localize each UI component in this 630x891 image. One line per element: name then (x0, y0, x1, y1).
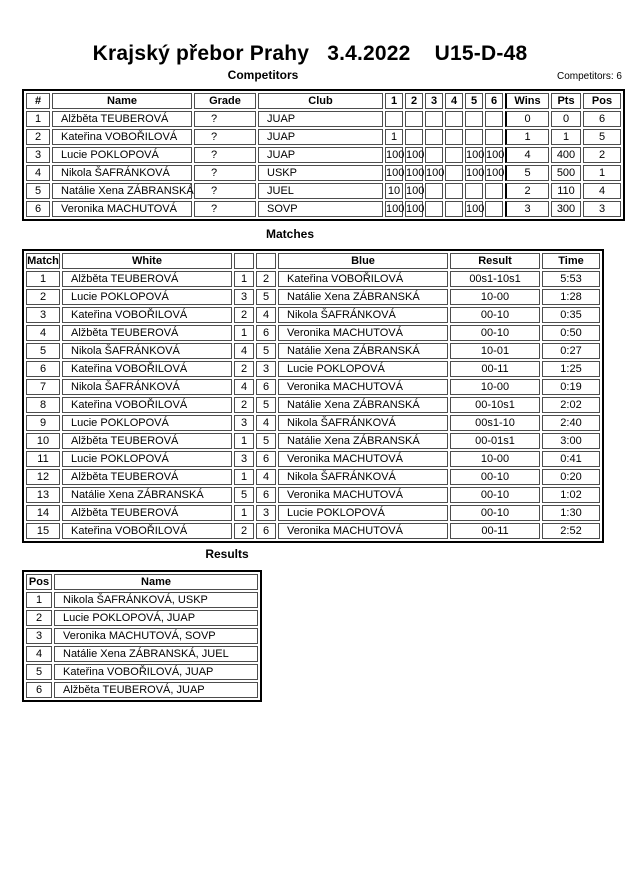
cell-bn: 4 (256, 469, 276, 485)
match-row (26, 415, 600, 431)
cell-wins: 1 (505, 129, 549, 145)
cell-pos: 1 (26, 592, 52, 608)
competitors-section-heading: Competitors (227, 68, 299, 82)
cell-num: 13 (26, 487, 60, 503)
cell-wn: 3 (234, 289, 254, 305)
match-row (26, 523, 600, 539)
cell-bn: 5 (256, 433, 276, 449)
result-row (26, 646, 258, 662)
cell-result: 00-10 (450, 487, 540, 503)
cell-s4 (445, 183, 463, 199)
cell-name: Lucie POKLOPOVÁ (52, 147, 192, 163)
competitor-row (26, 129, 621, 145)
cell-pos: 3 (26, 628, 52, 644)
cell-bn: 6 (256, 325, 276, 341)
cell-bn: 5 (256, 397, 276, 413)
cell-result: 00-11 (450, 523, 540, 539)
cell-name: Lucie POKLOPOVÁ, JUAP (54, 610, 258, 626)
cell-time: 0:35 (542, 307, 600, 323)
cell-blue: Natálie Xena ZÁBRANSKÁ (278, 343, 448, 359)
cell-num: 5 (26, 343, 60, 359)
cell-white: Kateřina VOBOŘILOVÁ (62, 523, 232, 539)
cell-wn: 2 (234, 307, 254, 323)
cell-pos: 1 (583, 165, 621, 181)
cell-time: 0:19 (542, 379, 600, 395)
cell-blue: Lucie POKLOPOVÁ (278, 505, 448, 521)
cell-num: 2 (26, 129, 50, 145)
cell-blue: Nikola ŠAFRÁNKOVÁ (278, 415, 448, 431)
cell-s6 (485, 111, 503, 127)
match-row (26, 505, 600, 521)
cell-num: 1 (26, 111, 50, 127)
header-row (26, 574, 258, 590)
cell-white: Kateřina VOBOŘILOVÁ (62, 307, 232, 323)
col-header-blue: Blue (278, 253, 448, 269)
cell-time: 2:52 (542, 523, 600, 539)
cell-result: 00-10 (450, 469, 540, 485)
cell-s6: 100 (486, 167, 505, 179)
match-row (26, 271, 600, 287)
result-row (26, 664, 258, 680)
col-header-time: Time (542, 253, 600, 269)
cell-pos: 2 (26, 610, 52, 626)
cell-s3 (425, 111, 443, 127)
cell-pos: 5 (583, 129, 621, 145)
cell-time: 1:25 (542, 361, 600, 377)
cell-time: 0:41 (542, 451, 600, 467)
cell-grade: ? (194, 129, 256, 145)
cell-s4 (445, 201, 463, 217)
cell-s3: 100 (426, 167, 445, 179)
cell-s1: 100 (386, 203, 405, 215)
cell-grade: ? (194, 183, 256, 199)
results-table-body (26, 592, 258, 698)
competitors-table (22, 89, 625, 221)
cell-time: 2:02 (542, 397, 600, 413)
cell-time: 0:20 (542, 469, 600, 485)
competitor-row (26, 201, 621, 217)
results-table (22, 570, 262, 702)
cell-white: Alžběta TEUBEROVÁ (62, 433, 232, 449)
match-row (26, 343, 600, 359)
cell-wn: 5 (234, 487, 254, 503)
cell-wn: 4 (234, 343, 254, 359)
cell-wn: 3 (234, 451, 254, 467)
col-header-round-6: 6 (485, 93, 503, 109)
cell-num: 12 (26, 469, 60, 485)
cell-club: JUAP (258, 129, 383, 145)
cell-wn: 2 (234, 397, 254, 413)
col-header-round-3: 3 (425, 93, 443, 109)
cell-wn: 3 (234, 415, 254, 431)
cell-time: 3:00 (542, 433, 600, 449)
cell-s3 (425, 147, 443, 163)
cell-s5 (465, 111, 483, 127)
cell-white: Lucie POKLOPOVÁ (62, 289, 232, 305)
result-row (26, 610, 258, 626)
cell-name: Veronika MACHUTOVÁ, SOVP (54, 628, 258, 644)
cell-club: JUAP (258, 147, 383, 163)
cell-name: Veronika MACHUTOVÁ (52, 201, 192, 217)
cell-time: 0:27 (542, 343, 600, 359)
competitor-row (26, 147, 621, 163)
cell-time: 1:02 (542, 487, 600, 503)
cell-s5: 100 (466, 203, 485, 215)
cell-bn: 4 (256, 415, 276, 431)
cell-grade: ? (194, 111, 256, 127)
cell-time: 1:30 (542, 505, 600, 521)
cell-result: 10-01 (450, 343, 540, 359)
col-header-blue-number (256, 253, 276, 269)
col-header-pts: Pts (551, 93, 581, 109)
cell-result: 00s1-10 (450, 415, 540, 431)
cell-s2 (405, 129, 423, 145)
cell-num: 6 (26, 361, 60, 377)
col-header-name: Name (52, 93, 192, 109)
cell-white: Kateřina VOBOŘILOVÁ (62, 361, 232, 377)
match-row (26, 469, 600, 485)
match-row (26, 379, 600, 395)
col-header-result: Result (450, 253, 540, 269)
cell-s1 (385, 111, 403, 127)
cell-s1: 1 (385, 129, 403, 145)
cell-grade: ? (194, 147, 256, 163)
result-row (26, 682, 258, 698)
cell-blue: Natálie Xena ZÁBRANSKÁ (278, 433, 448, 449)
cell-name: Kateřina VOBOŘILOVÁ (52, 129, 192, 145)
cell-s3 (425, 129, 443, 145)
cell-num: 15 (26, 523, 60, 539)
cell-num: 4 (26, 165, 50, 181)
cell-result: 00-11 (450, 361, 540, 377)
cell-club: JUAP (258, 111, 383, 127)
cell-num: 1 (26, 271, 60, 287)
matches-table-header (26, 253, 600, 269)
cell-s6 (485, 129, 503, 145)
match-row (26, 325, 600, 341)
cell-white: Nikola ŠAFRÁNKOVÁ (62, 379, 232, 395)
cell-result: 00-10 (450, 307, 540, 323)
cell-s2: 100 (406, 149, 425, 161)
cell-num: 5 (26, 183, 50, 199)
cell-name: Alžběta TEUBEROVÁ (52, 111, 192, 127)
cell-white: Natálie Xena ZÁBRANSKÁ (62, 487, 232, 503)
cell-pos: 2 (583, 147, 621, 163)
cell-white: Kateřina VOBOŘILOVÁ (62, 397, 232, 413)
cell-result: 00s1-10s1 (450, 271, 540, 287)
col-header-match: Match (27, 255, 59, 267)
cell-num: 3 (26, 147, 50, 163)
matches-table-body (26, 271, 600, 539)
results-table-header (26, 574, 258, 590)
cell-wins: 0 (505, 111, 549, 127)
cell-time: 0:50 (542, 325, 600, 341)
cell-s2: 100 (406, 167, 425, 179)
col-header-club: Club (258, 93, 383, 109)
col-header-name: Name (54, 574, 258, 590)
col-header-round-1: 1 (385, 93, 403, 109)
cell-time: 2:40 (542, 415, 600, 431)
cell-grade: ? (194, 165, 256, 181)
cell-wins: 4 (505, 147, 549, 163)
cell-name: Alžběta TEUBEROVÁ, JUAP (54, 682, 258, 698)
cell-wn: 2 (234, 361, 254, 377)
cell-blue: Natálie Xena ZÁBRANSKÁ (278, 397, 448, 413)
cell-blue: Nikola ŠAFRÁNKOVÁ (278, 469, 448, 485)
cell-club: JUEL (258, 183, 383, 199)
cell-blue: Veronika MACHUTOVÁ (278, 325, 448, 341)
cell-bn: 6 (256, 379, 276, 395)
cell-blue: Lucie POKLOPOVÁ (278, 361, 448, 377)
cell-s1: 100 (386, 167, 405, 179)
cell-white: Alžběta TEUBEROVÁ (62, 505, 232, 521)
competitor-row (26, 111, 621, 127)
cell-s4 (445, 129, 463, 145)
cell-pts: 0 (551, 111, 581, 127)
cell-num: 3 (26, 307, 60, 323)
cell-s1: 100 (386, 149, 405, 161)
cell-pos: 6 (583, 111, 621, 127)
col-header-white: White (62, 253, 232, 269)
cell-time: 5:53 (542, 271, 600, 287)
cell-pos: 4 (583, 183, 621, 199)
cell-s6 (485, 201, 503, 217)
cell-result: 10-00 (450, 451, 540, 467)
cell-pts: 110 (551, 183, 581, 199)
cell-s6 (485, 183, 503, 199)
cell-blue: Natálie Xena ZÁBRANSKÁ (278, 289, 448, 305)
cell-wins: 5 (505, 165, 549, 181)
cell-time: 1:28 (542, 289, 600, 305)
cell-s3 (425, 201, 443, 217)
cell-num: 2 (26, 289, 60, 305)
cell-num: 9 (26, 415, 60, 431)
cell-s4 (445, 111, 463, 127)
cell-wn: 1 (234, 505, 254, 521)
result-row (26, 628, 258, 644)
matches-section-heading: Matches (265, 227, 315, 241)
cell-bn: 4 (256, 307, 276, 323)
cell-name: Natálie Xena ZÁBRANSKÁ, JUEL (54, 646, 258, 662)
cell-pos: 6 (26, 682, 52, 698)
match-row (26, 397, 600, 413)
header-row (26, 253, 600, 269)
cell-bn: 6 (256, 523, 276, 539)
cell-wins: 2 (505, 183, 549, 199)
col-header-pos: Pos (583, 93, 621, 109)
cell-blue: Veronika MACHUTOVÁ (278, 379, 448, 395)
cell-s1: 10 (385, 183, 403, 199)
match-row (26, 361, 600, 377)
cell-s5: 100 (466, 149, 485, 161)
cell-s4 (445, 147, 463, 163)
cell-pos: 3 (583, 201, 621, 217)
cell-result: 10-00 (450, 289, 540, 305)
cell-num: 11 (26, 451, 60, 467)
cell-bn: 5 (256, 289, 276, 305)
cell-club: USKP (258, 165, 383, 181)
cell-s5 (465, 129, 483, 145)
cell-name: Nikola ŠAFRÁNKOVÁ, USKP (54, 592, 258, 608)
cell-blue: Veronika MACHUTOVÁ (278, 523, 448, 539)
cell-s2 (405, 111, 423, 127)
cell-pts: 1 (551, 129, 581, 145)
cell-grade: ? (194, 201, 256, 217)
result-row (26, 592, 258, 608)
col-header-grade: Grade (194, 93, 256, 109)
cell-result: 10-00 (450, 379, 540, 395)
cell-wn: 1 (234, 433, 254, 449)
cell-blue: Veronika MACHUTOVÁ (278, 487, 448, 503)
cell-white: Lucie POKLOPOVÁ (62, 415, 232, 431)
cell-result: 00-10 (450, 505, 540, 521)
cell-pts: 500 (551, 165, 581, 181)
cell-wn: 1 (234, 271, 254, 287)
cell-blue: Veronika MACHUTOVÁ (278, 451, 448, 467)
competitors-count: Competitors: 6 (556, 71, 622, 82)
col-header-number: # (26, 93, 50, 109)
cell-s3 (425, 183, 443, 199)
cell-club: SOVP (258, 201, 383, 217)
cell-result: 00-10s1 (450, 397, 540, 413)
competitor-row (26, 183, 621, 199)
col-header-wins: Wins (505, 93, 549, 109)
competitor-row (26, 165, 621, 181)
cell-pos: 5 (26, 664, 52, 680)
cell-wn: 4 (234, 379, 254, 395)
match-row (26, 289, 600, 305)
cell-num: 10 (26, 433, 60, 449)
cell-bn: 3 (256, 361, 276, 377)
cell-wins: 3 (505, 201, 549, 217)
cell-bn: 6 (256, 451, 276, 467)
cell-s6: 100 (486, 149, 505, 161)
col-header-round-4: 4 (445, 93, 463, 109)
cell-s5: 100 (466, 167, 485, 179)
cell-pts: 400 (551, 147, 581, 163)
col-header-white-number (234, 253, 254, 269)
cell-wn: 2 (234, 523, 254, 539)
cell-num: 8 (26, 397, 60, 413)
match-row (26, 487, 600, 503)
cell-bn: 2 (256, 271, 276, 287)
cell-pts: 300 (551, 201, 581, 217)
header-row (26, 93, 621, 109)
page-title: Krajský přebor Prahy 3.4.2022 U15-D-48 (92, 42, 528, 65)
match-row (26, 307, 600, 323)
cell-white: Nikola ŠAFRÁNKOVÁ (62, 343, 232, 359)
cell-s2: 100 (406, 185, 425, 197)
cell-s2: 100 (406, 203, 425, 215)
cell-bn: 5 (256, 343, 276, 359)
cell-pos: 4 (26, 646, 52, 662)
cell-bn: 3 (256, 505, 276, 521)
cell-num: 14 (26, 505, 60, 521)
matches-table (22, 249, 604, 543)
competitors-table-body (26, 111, 621, 217)
cell-s4 (445, 165, 463, 181)
cell-white: Alžběta TEUBEROVÁ (62, 325, 232, 341)
competitors-table-header (26, 93, 621, 109)
cell-num: 4 (26, 325, 60, 341)
col-header-round-2: 2 (405, 93, 423, 109)
cell-num: 6 (26, 201, 50, 217)
cell-wn: 1 (234, 325, 254, 341)
cell-white: Lucie POKLOPOVÁ (62, 451, 232, 467)
col-header-pos: Pos (26, 574, 52, 590)
col-header-round-5: 5 (465, 93, 483, 109)
cell-white: Alžběta TEUBEROVÁ (62, 271, 232, 287)
cell-num: 7 (26, 379, 60, 395)
cell-bn: 6 (256, 487, 276, 503)
cell-blue: Kateřina VOBOŘILOVÁ (278, 271, 448, 287)
match-row (26, 451, 600, 467)
match-row (26, 433, 600, 449)
cell-name: Nikola ŠAFRÁNKOVÁ (52, 165, 192, 181)
cell-s5 (465, 183, 483, 199)
cell-blue: Nikola ŠAFRÁNKOVÁ (278, 307, 448, 323)
cell-wn: 1 (234, 469, 254, 485)
results-section-heading: Results (205, 547, 249, 561)
cell-result: 00-01s1 (450, 433, 540, 449)
cell-name: Natálie Xena ZÁBRANSKÁ (52, 183, 192, 199)
cell-white: Alžběta TEUBEROVÁ (62, 469, 232, 485)
cell-result: 00-10 (450, 325, 540, 341)
cell-name: Kateřina VOBOŘILOVÁ, JUAP (54, 664, 258, 680)
